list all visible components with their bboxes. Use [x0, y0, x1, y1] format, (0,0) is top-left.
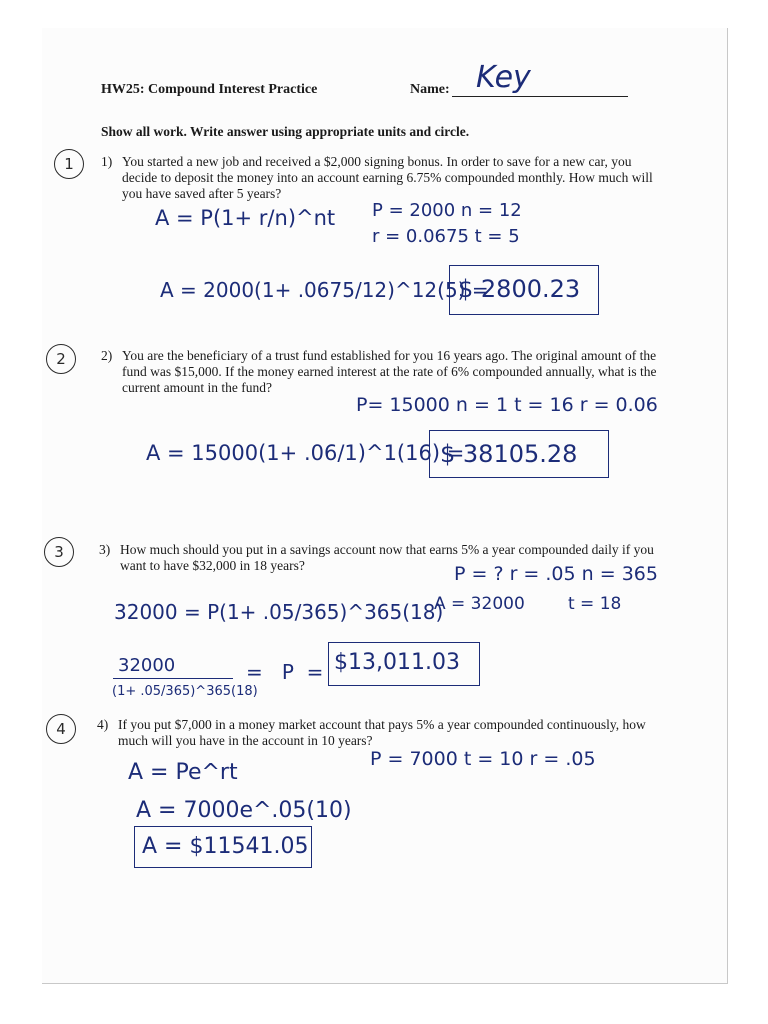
problem-4-given: P = 7000 t = 10 r = .05 [370, 748, 596, 770]
name-label: Name: [410, 82, 450, 97]
problem-3-fraction-top: 32000 [118, 655, 176, 676]
problem-3-setup: 32000 = P(1+ .05/365)^365(18) [114, 600, 444, 624]
problem-1-marker: 1 [54, 149, 84, 179]
problem-1-given-2: r = 0.0675 t = 5 [372, 226, 520, 247]
problem-4-number: 4) [97, 717, 109, 732]
problem-3-given-1: P = ? r = .05 n = 365 [454, 563, 658, 585]
problem-2-marker: 2 [46, 344, 76, 374]
problem-1-answer: $ 2800.23 [458, 275, 581, 303]
problem-3-fraction-bar [113, 678, 233, 679]
instructions: Show all work. Write answer using appropriate units and circle. [101, 124, 470, 139]
problem-3-equals: = P = [246, 660, 324, 684]
problem-1-given-1: P = 2000 n = 12 [372, 200, 522, 221]
problem-3-answer: $13,011.03 [334, 650, 460, 675]
problem-3-given-2: A = 32000 t = 18 [434, 594, 622, 614]
problem-3-fraction-bottom: (1+ .05/365)^365(18) [112, 684, 258, 699]
problem-4-answer: A = $11541.05 [142, 834, 309, 859]
problem-4-setup: A = 7000e^.05(10) [136, 798, 352, 823]
name-value: Key [476, 60, 531, 95]
problem-1-setup: A = 2000(1+ .0675/12)^12(5) = [160, 278, 489, 302]
problem-4-marker: 4 [46, 714, 76, 744]
problem-1-number: 1) [101, 154, 113, 169]
problem-2-answer: $ 38105.28 [440, 440, 578, 468]
problem-2-number: 2) [101, 348, 113, 363]
problem-3-number: 3) [99, 542, 111, 557]
problem-4-formula: A = Pe^rt [128, 760, 238, 785]
problem-2-given: P= 15000 n = 1 t = 16 r = 0.06 [356, 394, 658, 416]
worksheet-title: HW25: Compound Interest Practice [101, 82, 318, 97]
problem-3-marker: 3 [44, 537, 74, 567]
problem-1-formula: A = P(1+ r/n)^nt [155, 206, 336, 230]
name-underline [452, 96, 628, 97]
problem-2-setup: A = 15000(1+ .06/1)^1(16) = [146, 441, 465, 465]
